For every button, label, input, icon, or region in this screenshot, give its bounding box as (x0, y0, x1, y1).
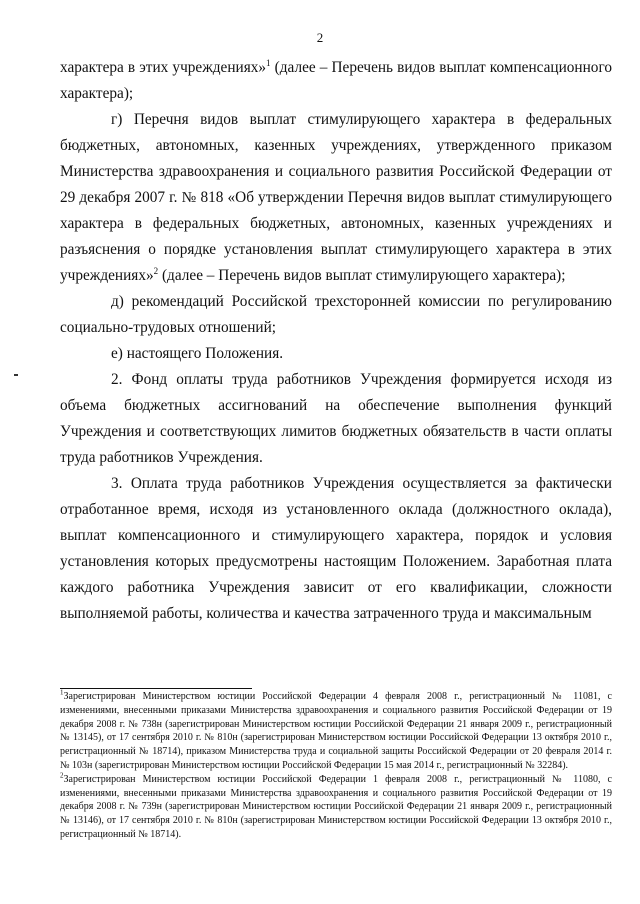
paragraph-text: 2. Фонд оплаты труда работников Учреждения формируется исходя из объема бюджетных ассигнований на обеспечение выполнения функций Учреждения и соответствующих лимитов бюджетных обязательств в части оплаты труда работников Учреждения. (60, 371, 612, 466)
footnotes-section (60, 690, 612, 842)
paragraph-text: е) настоящего Положения. (111, 345, 284, 362)
paragraph-p0 (60, 55, 612, 107)
footnote-1 (60, 690, 612, 773)
paragraph-text: (далее – Перечень видов выплат стимулирующего характера); (158, 267, 566, 284)
footnote-reference-mark[interactable]: 1 (266, 57, 271, 68)
paragraph-p3 (60, 341, 612, 367)
footnote-2 (60, 773, 612, 842)
paragraph-p5 (60, 471, 612, 627)
paragraph-p4 (60, 367, 612, 471)
paragraph-text: г) Перечня видов выплат стимулирующего характера в федеральных бюджетных, автономных, казенных учреждениях, утвержденного приказом Министерства здравоохранения и социального развития Российской Федерации от 29 декабря 2007 г. № 818 «Об утверждении Перечня видов выплат стимулирующего характера в федеральных бюджетных, автономных, казенных учреждениях и разъяснения о порядке установления выплат стимулирующего характера в этих учреждениях» (60, 111, 612, 284)
margin-mark (14, 374, 18, 376)
footnote-reference-mark[interactable]: 2 (153, 265, 159, 276)
paragraph-text: характера в этих учреждениях» (60, 59, 267, 76)
footnote-mark: 2 (60, 771, 64, 780)
paragraph-p2 (60, 289, 612, 341)
paragraph-text: д) рекомендаций Российской трехсторонней комиссии по регулированию социально-трудовых отношений; (60, 293, 612, 336)
document-body (60, 55, 612, 627)
paragraph-p1 (60, 107, 612, 289)
footnote-text: Зарегистрирован Министерством юстиции Российской Федерации 4 февраля 2008 г., регистрационный № 11081, с изменениями, внесенными приказами Министерства здравоохранения и социального развития Российской Федерации от 19 декабря 2008 г. № 738н (зарегистрирован Министерством юстиции Российской Федерации 21 января 2009 г., регистрационный № 13145), от 17 сентября 2010 г. № 810н (зарегистрирован Министерством юстиции Российской Федерации 13 октября 2010 г., регистрационный № 18714), приказом Министерства труда и социальной защиты Российской Федерации от 20 февраля 2014 г. № 103н (зарегистрирован Министерством юстиции Российской Федерации 15 мая 2014 г., регистрационный № 32284). (60, 691, 612, 771)
footnote-divider (60, 688, 252, 689)
paragraph-text: (далее – Перечень видов выплат компенсационного характера); (60, 59, 612, 102)
paragraph-text: 3. Оплата труда работников Учреждения осуществляется за фактически отработанное время, исходя из установленного оклада (должностного оклада), выплат компенсационного и стимулирующего характера, порядок и условия установления которых предусмотрены настоящим Положением. Заработная плата каждого работника Учреждения зависит от его квалификации, сложности выполняемой работы, количества и качества затраченного труда и максимальным (60, 475, 612, 622)
footnote-text: Зарегистрирован Министерством юстиции Российской Федерации 1 февраля 2008 г., регистрационный № 11080, с изменениями, внесенными приказами Министерства здравоохранения и социального развития Российской Федерации от 19 декабря 2008 г. № 739н (зарегистрирован Министерством юстиции Российской Федерации 21 января 2009 г., регистрационный № 13146), от 17 сентября 2010 г. № 810н (зарегистрирован Министерством юстиции Российской Федерации 13 октября 2010 г., регистрационный № 18714). (60, 773, 612, 840)
page-number: 2 (316, 30, 324, 45)
footnote-mark: 1 (60, 688, 64, 697)
